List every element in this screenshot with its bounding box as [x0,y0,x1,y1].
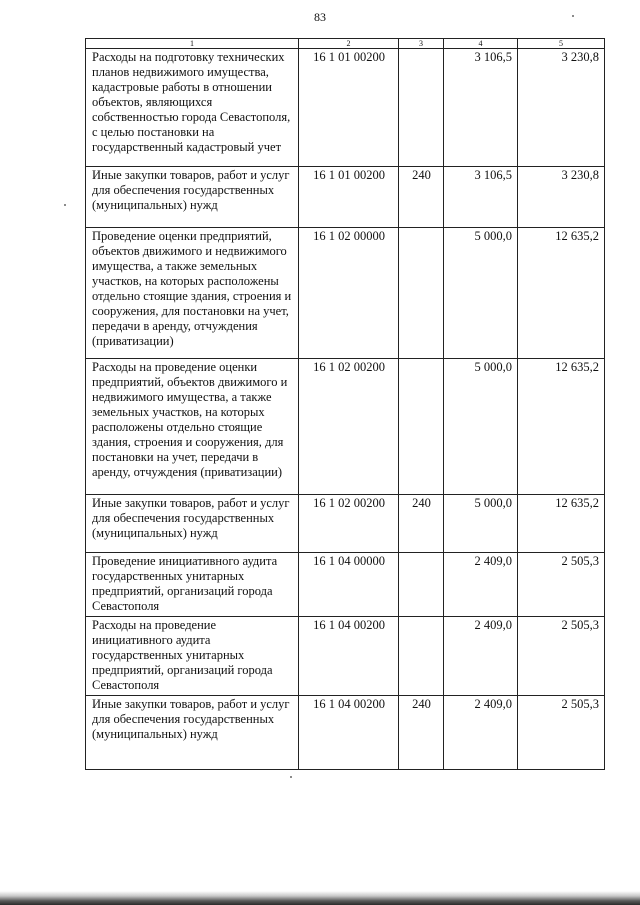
row-value-year2: 12 635,2 [518,359,605,495]
column-number-2: 2 [299,39,399,49]
row-name: Иные закупки товаров, работ и услуг для обеспечения государственных (муниципальных) нужд [86,495,299,553]
row-value-year1: 2 409,0 [444,617,518,696]
row-expense-type [399,228,444,359]
row-name: Иные закупки товаров, работ и услуг для обеспечения государственных (муниципальных) нужд [86,696,299,770]
row-expense-type [399,359,444,495]
page-number: 83 [314,10,326,24]
row-name: Проведение оценки предприятий, объектов движимого и недвижимого имущества, а также земельных участков, на которых расположены отдельно стоящие здания, строения и сооружения, для постановки на учет, передачи в аренду, отчуждения (приватизации) [86,228,299,359]
row-code: 16 1 02 00000 [299,228,399,359]
scan-speck [572,15,574,17]
row-value-year1: 3 106,5 [444,49,518,167]
row-value-year2: 3 230,8 [518,167,605,228]
table-row [86,359,605,495]
row-name: Проведение инициативного аудита государственных унитарных предприятий, организаций города Севастополя [86,553,299,617]
table-row [86,49,605,167]
row-value-year2: 2 505,3 [518,617,605,696]
row-value-year1: 2 409,0 [444,696,518,770]
row-name: Иные закупки товаров, работ и услуг для обеспечения государственных (муниципальных) нужд [86,167,299,228]
row-code: 16 1 02 00200 [299,495,399,553]
row-value-year2: 3 230,8 [518,49,605,167]
table-row [86,617,605,696]
row-code: 16 1 01 00200 [299,167,399,228]
table-row [86,696,605,770]
table-row [86,495,605,553]
row-code: 16 1 01 00200 [299,49,399,167]
row-value-year1: 5 000,0 [444,228,518,359]
budget-table [85,38,605,770]
row-name: Расходы на проведение инициативного аудита государственных унитарных предприятий, организаций города Севастополя [86,617,299,696]
row-code: 16 1 04 00000 [299,553,399,617]
row-expense-type [399,49,444,167]
table-row [86,228,605,359]
row-value-year2: 2 505,3 [518,696,605,770]
column-number-3: 3 [399,39,444,49]
table-row [86,167,605,228]
column-number-5: 5 [518,39,605,49]
row-code: 16 1 04 00200 [299,617,399,696]
column-number-row [86,39,605,49]
row-code: 16 1 02 00200 [299,359,399,495]
row-value-year2: 2 505,3 [518,553,605,617]
row-name: Расходы на подготовку технических планов недвижимого имущества, кадастровые работы в отношении объектов, являющихся собственностью города Севастополя, с целью постановки на государственный кадастровый учет [86,49,299,167]
row-value-year2: 12 635,2 [518,495,605,553]
table-row [86,553,605,617]
row-value-year2: 12 635,2 [518,228,605,359]
scan-edge [0,891,640,905]
row-expense-type: 240 [399,696,444,770]
row-expense-type: 240 [399,167,444,228]
row-value-year1: 5 000,0 [444,495,518,553]
row-value-year1: 2 409,0 [444,553,518,617]
row-expense-type [399,617,444,696]
row-name: Расходы на проведение оценки предприятий, объектов движимого и недвижимого имущества, а также земельных участков, на которых расположены отдельно стоящие здания, строения и сооружения, для постановки на учет, передачи в аренду, отчуждения (приватизации) [86,359,299,495]
row-value-year1: 5 000,0 [444,359,518,495]
column-number-1: 1 [86,39,299,49]
row-expense-type: 240 [399,495,444,553]
scan-speck [290,776,292,778]
row-code: 16 1 04 00200 [299,696,399,770]
column-number-4: 4 [444,39,518,49]
row-value-year1: 3 106,5 [444,167,518,228]
row-expense-type [399,553,444,617]
scan-speck [64,204,66,206]
